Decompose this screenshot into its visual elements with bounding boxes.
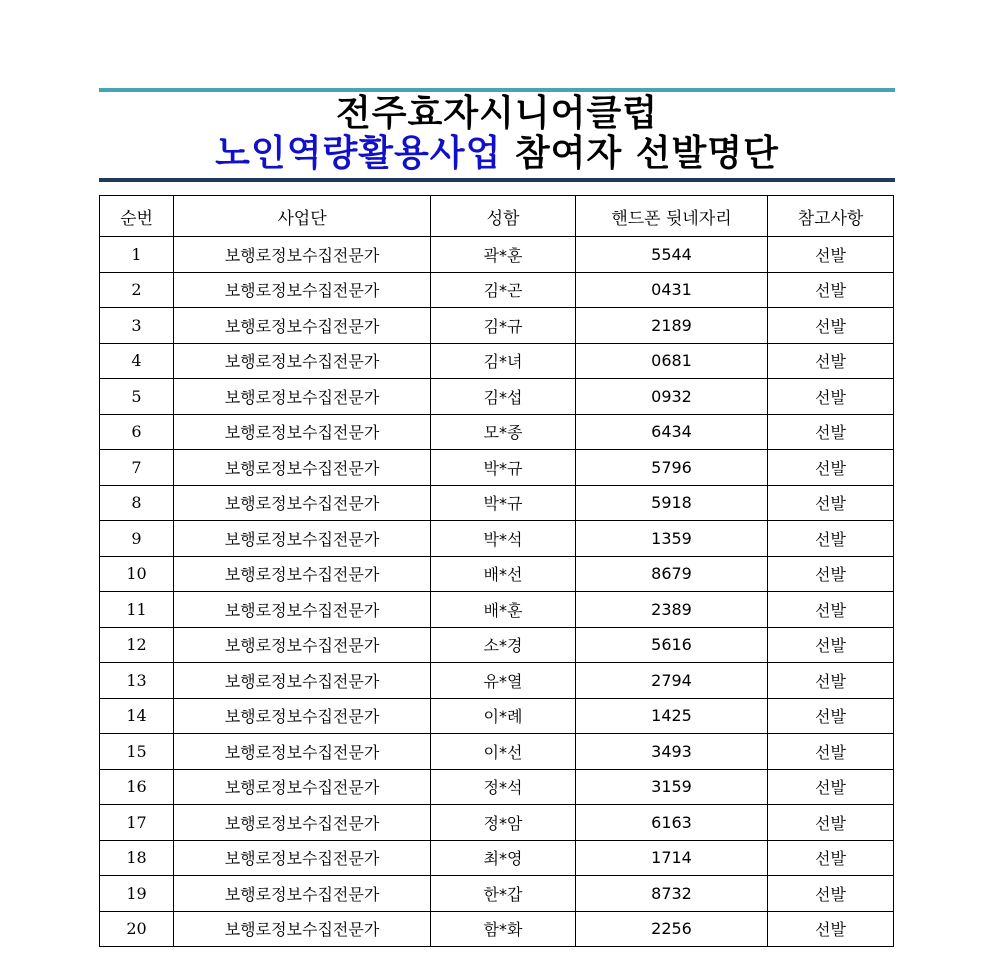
cell-phone: 2256: [576, 911, 768, 947]
table-row: [100, 769, 894, 805]
cell-program: 보행로정보수집전문가: [174, 805, 431, 841]
cell-note: 선발: [768, 840, 894, 876]
table-row: [100, 840, 894, 876]
table-row: [100, 734, 894, 770]
cell-phone: 6434: [576, 414, 768, 450]
table-row: [100, 272, 894, 308]
cell-note: 선발: [768, 911, 894, 947]
cell-name: 한*갑: [431, 876, 576, 912]
cell-program: 보행로정보수집전문가: [174, 840, 431, 876]
cell-note: 선발: [768, 592, 894, 628]
cell-no: 16: [100, 769, 174, 805]
table-row: [100, 521, 894, 557]
cell-note: 선발: [768, 379, 894, 415]
cell-no: 14: [100, 698, 174, 734]
title-bottom-rule: [99, 178, 895, 182]
header-note: 참고사항: [768, 196, 894, 237]
table-body: [100, 237, 894, 947]
page-title: [99, 92, 895, 136]
cell-name: 함*화: [431, 911, 576, 947]
cell-note: 선발: [768, 556, 894, 592]
cell-phone: 8732: [576, 876, 768, 912]
cell-phone: 1714: [576, 840, 768, 876]
cell-program: 보행로정보수집전문가: [174, 769, 431, 805]
cell-name: 김*섭: [431, 379, 576, 415]
cell-phone: 2794: [576, 663, 768, 699]
cell-phone: 5544: [576, 237, 768, 273]
title-line-1: 전주효자시니어클럽: [336, 93, 658, 134]
cell-no: 7: [100, 450, 174, 486]
table-row: [100, 556, 894, 592]
cell-no: 10: [100, 556, 174, 592]
cell-no: 18: [100, 840, 174, 876]
header-name: 성함: [431, 196, 576, 237]
cell-phone: 5616: [576, 627, 768, 663]
cell-no: 4: [100, 343, 174, 379]
cell-phone: 3159: [576, 769, 768, 805]
cell-no: 1: [100, 237, 174, 273]
cell-no: 11: [100, 592, 174, 628]
cell-name: 배*선: [431, 556, 576, 592]
cell-name: 정*암: [431, 805, 576, 841]
cell-no: 8: [100, 485, 174, 521]
cell-note: 선발: [768, 805, 894, 841]
title-program-name: 노인역량활용사업: [215, 133, 502, 174]
header-no: 순번: [100, 196, 174, 237]
cell-note: 선발: [768, 272, 894, 308]
cell-phone: 0932: [576, 379, 768, 415]
cell-phone: 8679: [576, 556, 768, 592]
cell-no: 20: [100, 911, 174, 947]
cell-name: 이*례: [431, 698, 576, 734]
cell-program: 보행로정보수집전문가: [174, 734, 431, 770]
cell-name: 정*석: [431, 769, 576, 805]
cell-note: 선발: [768, 698, 894, 734]
page-subtitle: [99, 132, 895, 176]
table-row: [100, 414, 894, 450]
cell-program: 보행로정보수집전문가: [174, 237, 431, 273]
table-row: [100, 911, 894, 947]
cell-note: 선발: [768, 734, 894, 770]
table-row: [100, 237, 894, 273]
cell-note: 선발: [768, 237, 894, 273]
cell-note: 선발: [768, 450, 894, 486]
cell-note: 선발: [768, 485, 894, 521]
cell-no: 15: [100, 734, 174, 770]
header-program: 사업단: [174, 196, 431, 237]
cell-program: 보행로정보수집전문가: [174, 450, 431, 486]
cell-note: 선발: [768, 308, 894, 344]
cell-name: 배*훈: [431, 592, 576, 628]
cell-no: 9: [100, 521, 174, 557]
cell-name: 소*경: [431, 627, 576, 663]
table-row: [100, 663, 894, 699]
cell-note: 선발: [768, 627, 894, 663]
cell-name: 모*종: [431, 414, 576, 450]
cell-no: 13: [100, 663, 174, 699]
cell-no: 19: [100, 876, 174, 912]
cell-note: 선발: [768, 521, 894, 557]
cell-phone: 2389: [576, 592, 768, 628]
cell-program: 보행로정보수집전문가: [174, 627, 431, 663]
cell-program: 보행로정보수집전문가: [174, 876, 431, 912]
cell-phone: 1359: [576, 521, 768, 557]
table-row: [100, 343, 894, 379]
table-row: [100, 485, 894, 521]
table-row: [100, 698, 894, 734]
cell-name: 김*녀: [431, 343, 576, 379]
cell-program: 보행로정보수집전문가: [174, 308, 431, 344]
table-row: [100, 876, 894, 912]
cell-name: 이*선: [431, 734, 576, 770]
cell-name: 최*영: [431, 840, 576, 876]
table-header-row: [100, 196, 894, 237]
table-row: [100, 805, 894, 841]
cell-note: 선발: [768, 414, 894, 450]
table-row: [100, 627, 894, 663]
cell-note: 선발: [768, 876, 894, 912]
cell-program: 보행로정보수집전문가: [174, 556, 431, 592]
cell-note: 선발: [768, 663, 894, 699]
table-row: [100, 592, 894, 628]
cell-no: 3: [100, 308, 174, 344]
cell-name: 박*규: [431, 485, 576, 521]
cell-program: 보행로정보수집전문가: [174, 379, 431, 415]
table-row: [100, 450, 894, 486]
cell-phone: 1425: [576, 698, 768, 734]
cell-name: 박*석: [431, 521, 576, 557]
cell-phone: 0681: [576, 343, 768, 379]
title-list-name: 참여자 선발명단: [501, 133, 779, 174]
cell-no: 5: [100, 379, 174, 415]
cell-program: 보행로정보수집전문가: [174, 485, 431, 521]
cell-note: 선발: [768, 343, 894, 379]
cell-phone: 0431: [576, 272, 768, 308]
cell-note: 선발: [768, 769, 894, 805]
cell-name: 곽*훈: [431, 237, 576, 273]
cell-name: 박*규: [431, 450, 576, 486]
cell-phone: 5796: [576, 450, 768, 486]
participant-table: [99, 195, 894, 947]
cell-no: 2: [100, 272, 174, 308]
cell-no: 12: [100, 627, 174, 663]
table-row: [100, 308, 894, 344]
cell-program: 보행로정보수집전문가: [174, 521, 431, 557]
cell-phone: 2189: [576, 308, 768, 344]
cell-program: 보행로정보수집전문가: [174, 698, 431, 734]
cell-program: 보행로정보수집전문가: [174, 663, 431, 699]
cell-program: 보행로정보수집전문가: [174, 592, 431, 628]
cell-phone: 3493: [576, 734, 768, 770]
header-phone: 핸드폰 뒷네자리: [576, 196, 768, 237]
cell-phone: 6163: [576, 805, 768, 841]
cell-program: 보행로정보수집전문가: [174, 414, 431, 450]
cell-phone: 5918: [576, 485, 768, 521]
cell-program: 보행로정보수집전문가: [174, 911, 431, 947]
cell-program: 보행로정보수집전문가: [174, 343, 431, 379]
cell-no: 6: [100, 414, 174, 450]
cell-program: 보행로정보수집전문가: [174, 272, 431, 308]
cell-no: 17: [100, 805, 174, 841]
table-row: [100, 379, 894, 415]
cell-name: 유*열: [431, 663, 576, 699]
cell-name: 김*규: [431, 308, 576, 344]
cell-name: 김*곤: [431, 272, 576, 308]
